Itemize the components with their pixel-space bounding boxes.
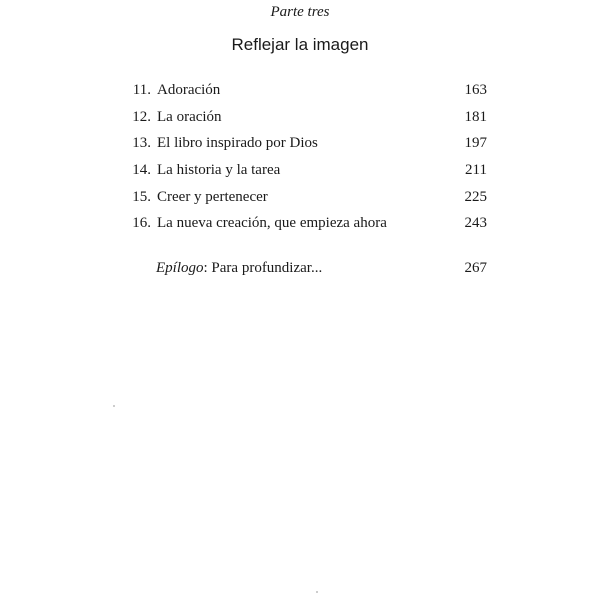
toc-entry-number: 15.: [132, 188, 151, 205]
toc-entry-number: 12.: [132, 108, 151, 125]
toc-entry: [128, 160, 490, 187]
toc-entry-title: Adoración: [157, 82, 221, 98]
toc-entry: [128, 80, 490, 107]
table-of-contents: [128, 80, 490, 240]
toc-entry-page: 225: [464, 188, 487, 205]
toc-epilogue-entry: [156, 258, 490, 278]
toc-entry-title: Creer y pertenecer: [157, 188, 268, 205]
toc-entry: [128, 107, 490, 134]
toc-entry: [128, 213, 490, 240]
toc-entry-number: 14.: [132, 162, 151, 179]
toc-entry-page: 211: [465, 162, 487, 179]
toc-entry-title: El libro inspirado por Dios: [157, 135, 318, 152]
paper-speck: [113, 405, 115, 407]
toc-entry-page: 243: [464, 215, 487, 232]
toc-entry-page: 181: [464, 108, 487, 125]
paper-speck: [316, 591, 318, 593]
toc-entry-number: 11.: [132, 82, 151, 98]
toc-entry-page: 197: [464, 135, 487, 152]
toc-entry: [128, 133, 490, 160]
part-title: Reflejar la imagen: [231, 35, 369, 54]
toc-entry-title: La historia y la tarea: [157, 162, 281, 179]
epilogue-label: Epílogo: [156, 260, 204, 276]
toc-entry-title: La oración: [157, 108, 222, 125]
part-label: Parte tres: [270, 4, 330, 20]
toc-entry: [128, 187, 490, 214]
toc-entry-title: La nueva creación, que empieza ahora: [157, 215, 387, 232]
toc-entry-number: 16.: [132, 215, 151, 232]
epilogue-title: : Para profundizar...: [203, 260, 323, 276]
toc-entry-number: 13.: [132, 135, 151, 152]
epilogue-page: 267: [464, 260, 487, 276]
toc-entry-page: 163: [464, 82, 487, 98]
